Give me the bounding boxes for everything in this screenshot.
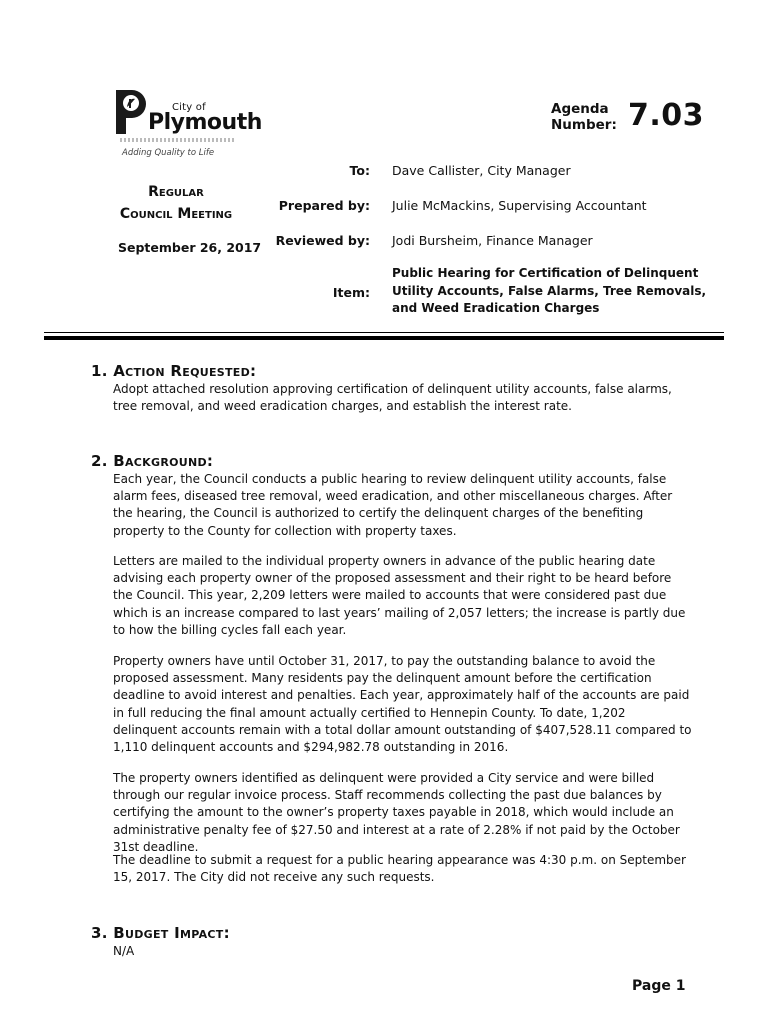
background-paragraph-5: The deadline to submit a request for a public hearing appearance was 4:30 p.m. on September 15, 2017. The City did not receive any such requests. bbox=[113, 853, 686, 885]
plymouth-p-logo-icon bbox=[112, 88, 148, 136]
header-divider-thick bbox=[44, 336, 724, 340]
section-budget-text: N/A bbox=[113, 944, 135, 958]
logo-city-of: City of bbox=[172, 102, 206, 113]
reviewed-by-label: Reviewed by: bbox=[275, 233, 370, 248]
to-value: Dave Callister, City Manager bbox=[392, 163, 571, 178]
background-paragraph-1: Each year, the Council conducts a public hearing to review delinquent utility accounts, false alarm fees, diseased tree removal, weed eradication, and other miscellaneous charges. After the hearing, the Council is authorized to certify the delinquent charges of the benefiting property to the County for collection with property taxes. bbox=[113, 472, 673, 538]
agenda-label-line1: Agenda bbox=[551, 101, 609, 117]
logo-tagline: Adding Quality to Life bbox=[122, 148, 215, 158]
logo-city-name: Plymouth bbox=[148, 110, 262, 135]
city-logo bbox=[112, 88, 262, 160]
agenda-label bbox=[551, 101, 617, 133]
reviewed-by-value: Jodi Bursheim, Finance Manager bbox=[392, 233, 593, 248]
meeting-title bbox=[106, 181, 246, 225]
agenda-label-line2: Number: bbox=[551, 117, 617, 133]
header-divider-thin bbox=[44, 332, 724, 333]
background-paragraph-3: Property owners have until October 31, 2017, to pay the outstanding balance to avoid the proposed assessment. Many residents pay the delinquent amount before the certification deadline to avoid interest and penalties. Each year, approximately half of the accounts are paid in full reducing the final amount actually certified to Hennepin County. To date, 1,202 delinquent accounts remain with a total dollar amount outstanding of $407,528.11 compared to 1,110 delinquent accounts and $294,982.78 outstanding in 2016. bbox=[113, 654, 692, 755]
meeting-date: September 26, 2017 bbox=[118, 240, 262, 255]
section-action-text: Adopt attached resolution approving certification of delinquent utility accounts, false alarms, tree removal, and weed eradication charges, and establish the interest rate. bbox=[113, 382, 672, 414]
logo-divider bbox=[120, 138, 236, 142]
section-budget-heading: 3. Budget Impact: bbox=[91, 924, 230, 942]
meeting-title-line2: Council Meeting bbox=[119, 206, 233, 222]
section-action-heading: 1. Action Requested: bbox=[91, 362, 257, 380]
meeting-title-line1: Regular bbox=[148, 184, 204, 200]
background-paragraph-2: Letters are mailed to the individual property owners in advance of the public hearing date advising each property owner of the proposed assessment and their right to be heard before the Council. This year, 2,209 letters were mailed to accounts that were considered past due which is an increase compared to last years’ mailing of 2,057 letters; the increase is partly due to how the billing cycles fall each year. bbox=[113, 554, 686, 637]
agenda-number: 7.03 bbox=[628, 98, 705, 133]
section-background-heading: 2. Background: bbox=[91, 452, 214, 470]
item-value: Public Hearing for Certification of Delinquent Utility Accounts, False Alarms, Tree Removals, and Weed Eradication Charges bbox=[392, 266, 707, 315]
item-label: Item: bbox=[332, 285, 370, 300]
background-paragraph-4: The property owners identified as delinquent were provided a City service and were billed through our regular invoice process. Staff recommends collecting the past due balances by certifying the amount to the owner’s property taxes payable in 2018, which would include an administrative penalty fee of $27.50 and interest at a rate of 2.28% if not paid by the October 31st deadline. bbox=[113, 771, 680, 854]
prepared-by-value: Julie McMackins, Supervising Accountant bbox=[392, 198, 647, 213]
prepared-by-label: Prepared by: bbox=[278, 198, 370, 213]
page-number: Page 1 bbox=[632, 978, 686, 994]
to-label: To: bbox=[349, 163, 370, 178]
